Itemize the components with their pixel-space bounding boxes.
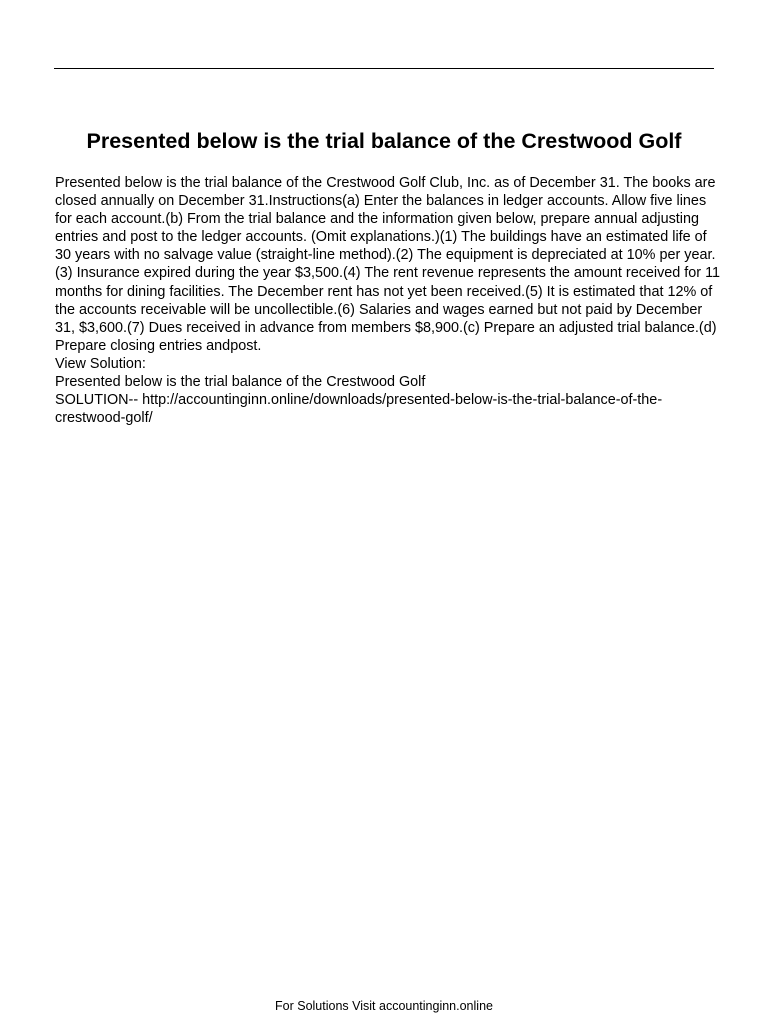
view-solution-label: View Solution: <box>55 355 146 372</box>
page-title: Presented below is the trial balance of the Crestwood Golf <box>86 129 682 153</box>
problem-description: Presented below is the trial balance of the Crestwood Golf Club, Inc. as of December 31. The books are closed annually on December 31.Instructions(a) Enter the balances in ledger accounts. Allow five lines for each account.(b) From the trial balance and the information given below, prepare annual adjusting entries and post to the ledger accounts. (Omit explanations.)(1) The buildings have an estimated life of 30 years with no salvage value (straight-line method).(2) The equipment is depreciated at 10% per year.(3) Insurance expired during the year $3,500.(4) The rent revenue represents the amount received for 11 months for dining facilities. The December rent has not yet been received.(5) It is estimated that 12% of the accounts receivable will be uncollectible.(6) Salaries and wages earned but not paid by December 31, $3,600.(7) Dues received in advance from members $8,900.(c) Prepare an adjusted trial balance.(d) Prepare closing entries andpost. <box>55 175 721 354</box>
header-divider <box>54 68 714 69</box>
document-body <box>55 174 725 427</box>
solution-link[interactable]: SOLUTION-- http://accountinginn.online/downloads/presented-below-is-the-trial-balance-of-the-crestwood-golf/ <box>55 392 663 427</box>
solution-title: Presented below is the trial balance of the Crestwood Golf <box>55 374 426 391</box>
footer-text: For Solutions Visit accountinginn.online <box>275 999 493 1013</box>
